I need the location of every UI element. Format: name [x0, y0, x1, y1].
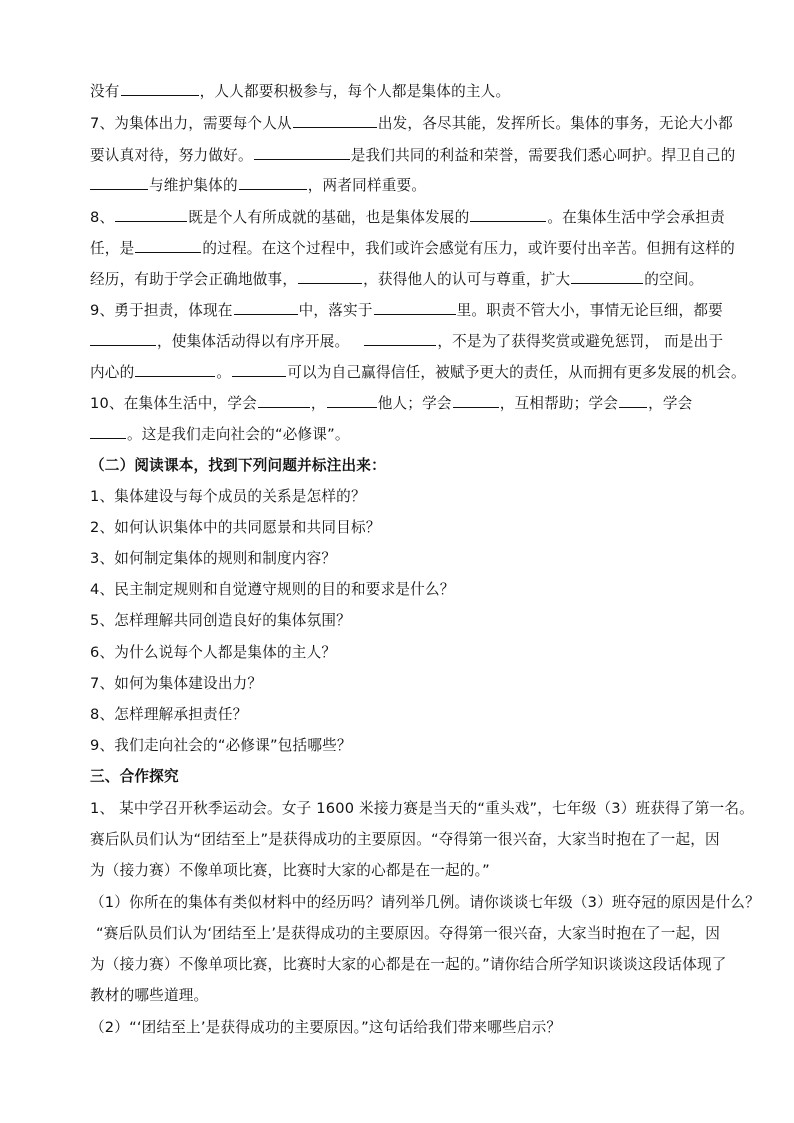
q9-text: ，使集体活动得以有序开展。: [157, 333, 350, 350]
q6-line: [90, 81, 510, 101]
q7-text: 出发，各尽其能，发挥所长。集体的事务，无论大小都: [377, 115, 733, 132]
q7-text: 要认真对待，努力做好。: [90, 147, 253, 164]
q8-line-3: [90, 269, 703, 289]
q9-text: ，不是为了获得奖赏或避免惩罚， 而是出于: [437, 333, 724, 350]
inquiry-question-1: 教材的哪些道理。: [90, 987, 209, 1004]
q7-line-2: [90, 145, 735, 165]
fill-blank[interactable]: [293, 113, 377, 128]
q7-text: ，两者同样重要。: [307, 177, 427, 194]
fill-blank[interactable]: [258, 393, 310, 408]
inquiry-paragraph: 1、 某中学召开秋季运动会。女子 1600 米接力赛是当天的“重头戏”，七年级（3）班获得了第一名。: [90, 800, 754, 817]
fill-blank[interactable]: [453, 393, 499, 408]
inquiry-question-1: （1）你所在的集体有类似材料中的经历吗？请列举几例。请你谈谈七年级（3）班夺冠的原因是什么？: [90, 894, 760, 911]
fill-blank[interactable]: [234, 300, 298, 315]
fill-blank[interactable]: [232, 362, 286, 377]
q10-line-1: [90, 393, 692, 413]
q9-text: 内心的: [90, 364, 135, 381]
q10-text: 他人；学会: [377, 395, 452, 412]
reading-heading: （二）阅读课本，找到下列问题并标注出来：: [90, 457, 386, 474]
fill-blank[interactable]: [90, 175, 148, 190]
fill-blank[interactable]: [254, 145, 350, 160]
reading-question: 9、我们走向社会的“必修课”包括哪些？: [90, 737, 352, 754]
q7-line-1: [90, 113, 733, 133]
fill-blank[interactable]: [470, 207, 546, 222]
q10-text: ，: [310, 395, 326, 412]
fill-blank[interactable]: [115, 207, 187, 222]
fill-blank[interactable]: [298, 269, 362, 284]
q8-text: 的过程。在这个过程中，我们或许会感觉有压力，或许要付出辛苦。但拥有这样的: [202, 240, 735, 257]
reading-question: 1、集体建设与每个成员的关系是怎样的？: [90, 488, 366, 505]
q7-line-3: [90, 175, 426, 195]
reading-question: 6、为什么说每个人都是集体的主人？: [90, 644, 337, 661]
inquiry-question-2: （2）“‘团结至上’是获得成功的主要原因。”这句话给我们带来哪些启示？: [90, 1019, 562, 1036]
q6-text-end: ，人人都要积极参与，每个人都是集体的主人。: [199, 83, 511, 100]
fill-blank[interactable]: [619, 393, 647, 408]
fill-blank[interactable]: [571, 269, 643, 284]
q8-text: ，获得他人的认可与尊重，扩大: [363, 271, 571, 288]
q8-line-2: [90, 238, 735, 258]
fill-blank[interactable]: [364, 331, 436, 346]
reading-question: 3、如何制定集体的规则和制度内容？: [90, 550, 337, 567]
q9-text: 。: [216, 364, 232, 381]
q10-text: 10、在集体生活中，学会: [90, 395, 257, 412]
q9-line-2: [90, 331, 723, 351]
q10-text: 。这是我们走向社会的“必修课”。: [127, 426, 350, 443]
fill-blank[interactable]: [374, 300, 456, 315]
fill-blank[interactable]: [327, 393, 377, 408]
q8-text: 任，是: [90, 240, 135, 257]
reading-question: 5、怎样理解共同创造良好的集体氛围？: [90, 612, 351, 629]
q6-text-start: 没有: [90, 83, 120, 100]
inquiry-paragraph: 赛后队员们认为“团结至上”是获得成功的主要原因。“夺得第一很兴奋，大家当时抱在了一起，因: [90, 831, 720, 848]
q8-text: 。在集体生活中学会承担责: [547, 209, 725, 226]
fill-blank[interactable]: [121, 81, 199, 96]
fill-blank[interactable]: [90, 331, 156, 346]
q8-text: 经历，有助于学会正确地做事，: [90, 271, 298, 288]
reading-question: 2、如何认识集体中的共同愿景和共同目标？: [90, 519, 381, 536]
fill-blank[interactable]: [239, 175, 307, 190]
q9-text: 可以为自己赢得信任，被赋予更大的责任，从而拥有更多发展的机会。: [287, 364, 746, 381]
fill-blank[interactable]: [135, 238, 201, 253]
q8-text: 的空间。: [644, 271, 704, 288]
inquiry-question-1: 为（接力赛）不像单项比赛，比赛时大家的心都是在一起的。”请你结合所学知识谈谈这段话体现了: [90, 956, 727, 973]
q9-text: 里。职责不管大小，事情无论巨细，都要: [456, 302, 723, 319]
q10-text: ，学会: [648, 395, 693, 412]
inquiry-question-1: “赛后队员们认为‘团结至上’是获得成功的主要原因。夺得第一很兴奋，大家当时抱在了一起，因: [96, 925, 720, 942]
fill-blank[interactable]: [90, 424, 126, 439]
q9-text: 9、勇于担责，体现在: [90, 302, 233, 319]
q7-text: 与维护集体的: [149, 177, 238, 194]
q9-line-1: [90, 300, 723, 320]
q7-text: 是我们共同的利益和荣誉，需要我们悉心呵护。捍卫自己的: [350, 147, 736, 164]
inquiry-paragraph: 为（接力赛）不像单项比赛，比赛时大家的心都是在一起的。”: [90, 862, 490, 879]
q8-text: 既是个人有所成就的基础，也是集体发展的: [188, 209, 470, 226]
q7-text: 7、为集体出力，需要每个人从: [90, 115, 292, 132]
q9-text: 中，落实于: [298, 302, 373, 319]
reading-question: 8、怎样理解承担责任？: [90, 706, 248, 723]
q8-text: 8、: [90, 209, 115, 226]
q10-line-2: [90, 424, 350, 444]
inquiry-heading: 三、合作探究: [90, 768, 179, 785]
reading-question: 7、如何为集体建设出力？: [90, 675, 263, 692]
q10-text: ，互相帮助；学会: [499, 395, 619, 412]
q8-line-1: [90, 207, 725, 227]
reading-question: 4、民主制定规则和自觉遵守规则的目的和要求是什么？: [90, 581, 455, 598]
fill-blank[interactable]: [135, 362, 215, 377]
q9-line-3: [90, 362, 746, 382]
